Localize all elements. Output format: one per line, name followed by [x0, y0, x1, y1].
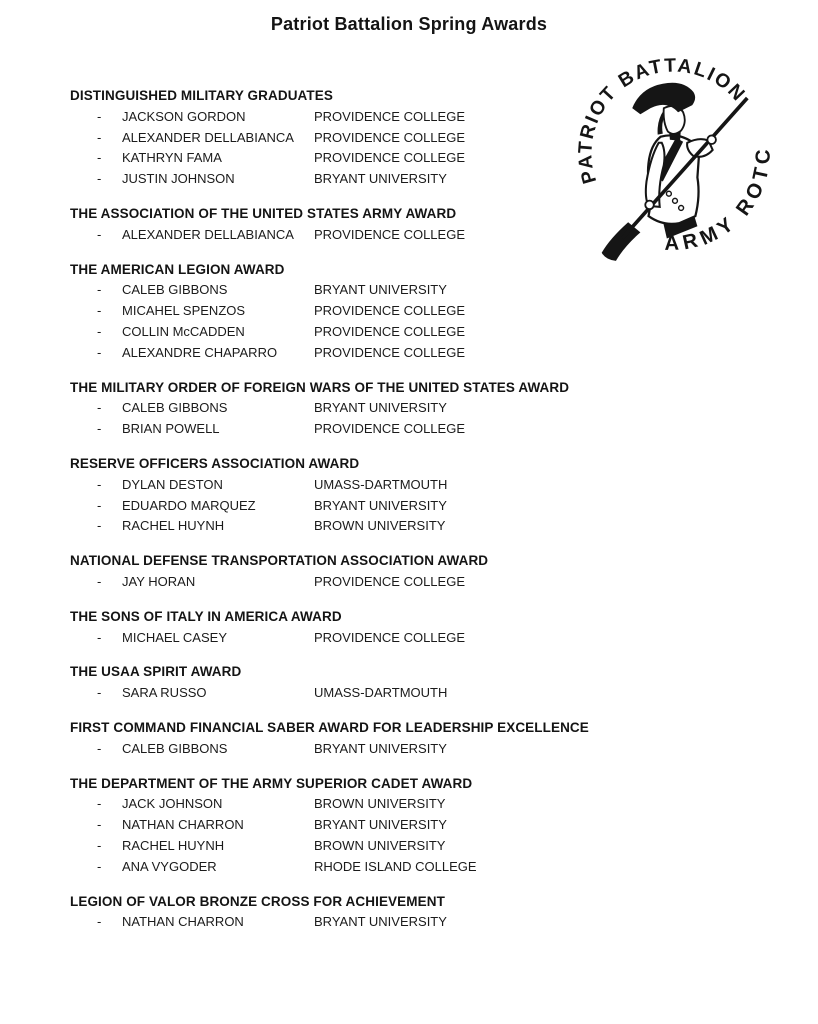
recipient-school: BROWN UNIVERSITY [314, 837, 446, 853]
recipient-school: PROVIDENCE COLLEGE [314, 323, 465, 339]
recipient-name: NATHAN CHARRON [122, 817, 244, 833]
recipient-row [70, 683, 598, 704]
recipient-name: CALEB GIBBONS [122, 400, 228, 416]
logo-top-text: PATRIOT BATTALION [574, 54, 751, 187]
musket-stock [602, 222, 641, 261]
minuteman-hand-upper [707, 135, 716, 144]
award-section [70, 774, 598, 878]
bullet-dash: - [97, 497, 102, 513]
recipient-row [70, 343, 598, 364]
award-title: THE DEPARTMENT OF THE ARMY SUPERIOR CADET AWARD [70, 775, 473, 791]
recipient-name: CALEB GIBBONS [122, 282, 228, 298]
recipient-school: PROVIDENCE COLLEGE [314, 344, 465, 360]
award-title: THE AMERICAN LEGION AWARD [70, 261, 285, 277]
bullet-dash: - [97, 282, 102, 298]
recipient-name: RACHEL HUYNH [122, 837, 225, 853]
recipient-list [70, 628, 598, 649]
award-title: DISTINGUISHED MILITARY GRADUATES [70, 88, 333, 103]
bullet-dash: - [97, 685, 102, 701]
recipient-row [70, 322, 598, 343]
recipient-row [70, 739, 598, 760]
bullet-dash: - [97, 108, 102, 124]
recipient-row [70, 280, 598, 301]
recipient-list [70, 398, 598, 440]
award-title: NATIONAL DEFENSE TRANSPORTATION ASSOCIATION AWARD [70, 553, 489, 569]
bullet-dash: - [97, 476, 102, 492]
bullet-dash: - [97, 796, 102, 812]
recipient-name: RACHEL HUYNH [122, 518, 225, 534]
recipient-school: BROWN UNIVERSITY [314, 796, 446, 812]
recipient-row [70, 475, 598, 496]
bullet-dash: - [97, 323, 102, 339]
recipient-row [70, 572, 598, 593]
award-section [70, 607, 598, 649]
award-title: THE SONS OF ITALY IN AMERICA AWARD [70, 608, 342, 624]
logo-bottom-text: ARMY ROTC [664, 144, 775, 255]
bullet-dash: - [97, 858, 102, 874]
recipient-row [70, 857, 598, 878]
recipient-list [70, 107, 598, 190]
bullet-dash: - [97, 421, 102, 437]
award-title: RESERVE OFFICERS ASSOCIATION AWARD [70, 455, 360, 471]
recipient-row [70, 148, 598, 169]
bullet-dash: - [97, 817, 102, 833]
recipient-row [70, 398, 598, 419]
award-title: THE USAA SPIRIT AWARD [70, 664, 242, 680]
recipient-name: ALEXANDRE CHAPARRO [122, 344, 278, 360]
recipient-list [70, 572, 598, 593]
bullet-dash: - [97, 303, 102, 319]
recipient-school: RHODE ISLAND COLLEGE [314, 858, 477, 874]
recipient-school: PROVIDENCE COLLEGE [314, 226, 465, 242]
recipient-name: ANA VYGODER [122, 858, 217, 874]
award-section [70, 86, 598, 190]
recipient-row [70, 815, 598, 836]
recipient-school: PROVIDENCE COLLEGE [314, 573, 465, 589]
recipient-school: BRYANT UNIVERSITY [314, 740, 447, 756]
award-section [70, 204, 598, 246]
recipient-row [70, 419, 598, 440]
recipient-name: BRIAN POWELL [122, 421, 220, 437]
bullet-dash: - [97, 518, 102, 534]
recipient-row [70, 912, 598, 933]
coat-button [679, 206, 684, 211]
recipient-row [70, 516, 598, 537]
recipient-list [70, 225, 598, 246]
recipient-name: MICHAEL CASEY [122, 629, 227, 645]
bullet-dash: - [97, 344, 102, 360]
recipient-list [70, 683, 598, 704]
bullet-dash: - [97, 400, 102, 416]
recipient-school: PROVIDENCE COLLEGE [314, 629, 465, 645]
recipient-school: BRYANT UNIVERSITY [314, 497, 447, 513]
recipient-row [70, 225, 598, 246]
award-title: LEGION OF VALOR BRONZE CROSS FOR ACHIEVEMENT [70, 893, 445, 909]
award-title: THE MILITARY ORDER OF FOREIGN WARS OF THE UNITED STATES AWARD [70, 379, 570, 395]
recipient-list [70, 739, 598, 760]
award-title: FIRST COMMAND FINANCIAL SABER AWARD FOR LEADERSHIP EXCELLENCE [70, 719, 589, 735]
recipient-row [70, 496, 598, 517]
recipient-name: SARA RUSSO [122, 685, 207, 701]
recipient-school: BRYANT UNIVERSITY [314, 400, 447, 416]
recipient-school: PROVIDENCE COLLEGE [314, 129, 465, 145]
bullet-dash: - [97, 837, 102, 853]
bullet-dash: - [97, 129, 102, 145]
award-section [70, 260, 598, 364]
recipient-row [70, 301, 598, 322]
recipient-list [70, 794, 598, 877]
award-section [70, 551, 598, 593]
recipient-list [70, 280, 598, 363]
recipient-school: PROVIDENCE COLLEGE [314, 421, 465, 437]
award-section [70, 378, 598, 440]
coat-button [666, 191, 671, 196]
bullet-dash: - [97, 150, 102, 166]
recipient-school: UMASS-DARTMOUTH [314, 685, 448, 701]
recipient-row [70, 169, 598, 190]
bullet-dash: - [97, 914, 102, 930]
recipient-name: DYLAN DESTON [122, 476, 223, 492]
award-section [70, 454, 598, 537]
bullet-dash: - [97, 629, 102, 645]
recipient-name: COLLIN McCADDEN [122, 323, 245, 339]
recipient-name: MICAHEL SPENZOS [122, 303, 246, 319]
award-section [70, 718, 598, 760]
recipient-school: PROVIDENCE COLLEGE [314, 108, 465, 124]
bullet-dash: - [97, 573, 102, 589]
recipient-name: ALEXANDER DELLABIANCA [122, 226, 294, 242]
recipient-row [70, 628, 598, 649]
recipient-list [70, 912, 598, 933]
bullet-dash: - [97, 740, 102, 756]
coat-button [673, 198, 678, 203]
recipient-school: BRYANT UNIVERSITY [314, 282, 447, 298]
award-section [70, 662, 598, 704]
recipient-name: JACK JOHNSON [122, 796, 223, 812]
award-title: THE ASSOCIATION OF THE UNITED STATES ARMY AWARD [70, 205, 457, 221]
recipient-name: JUSTIN JOHNSON [122, 171, 235, 187]
bullet-dash: - [97, 226, 102, 242]
recipient-school: PROVIDENCE COLLEGE [314, 150, 465, 166]
recipient-school: PROVIDENCE COLLEGE [314, 303, 465, 319]
recipient-school: BRYANT UNIVERSITY [314, 171, 447, 187]
recipient-name: KATHRYN FAMA [122, 150, 222, 166]
recipient-name: EDUARDO MARQUEZ [122, 497, 256, 513]
awards-list [70, 86, 598, 947]
recipient-list [70, 475, 598, 537]
recipient-name: CALEB GIBBONS [122, 740, 228, 756]
page-title: Patriot Battalion Spring Awards [270, 14, 548, 34]
recipient-name: NATHAN CHARRON [122, 914, 244, 930]
recipient-name: ALEXANDER DELLABIANCA [122, 129, 294, 145]
recipient-school: BROWN UNIVERSITY [314, 518, 446, 534]
recipient-school: BRYANT UNIVERSITY [314, 914, 447, 930]
award-section [70, 892, 598, 934]
recipient-row [70, 128, 598, 149]
recipient-name: JACKSON GORDON [122, 108, 246, 124]
recipient-row [70, 836, 598, 857]
recipient-school: UMASS-DARTMOUTH [314, 476, 448, 492]
recipient-school: BRYANT UNIVERSITY [314, 817, 447, 833]
recipient-row [70, 794, 598, 815]
recipient-name: JAY HORAN [122, 573, 196, 589]
minuteman-hand-lower [645, 201, 654, 210]
bullet-dash: - [97, 171, 102, 187]
recipient-row [70, 107, 598, 128]
